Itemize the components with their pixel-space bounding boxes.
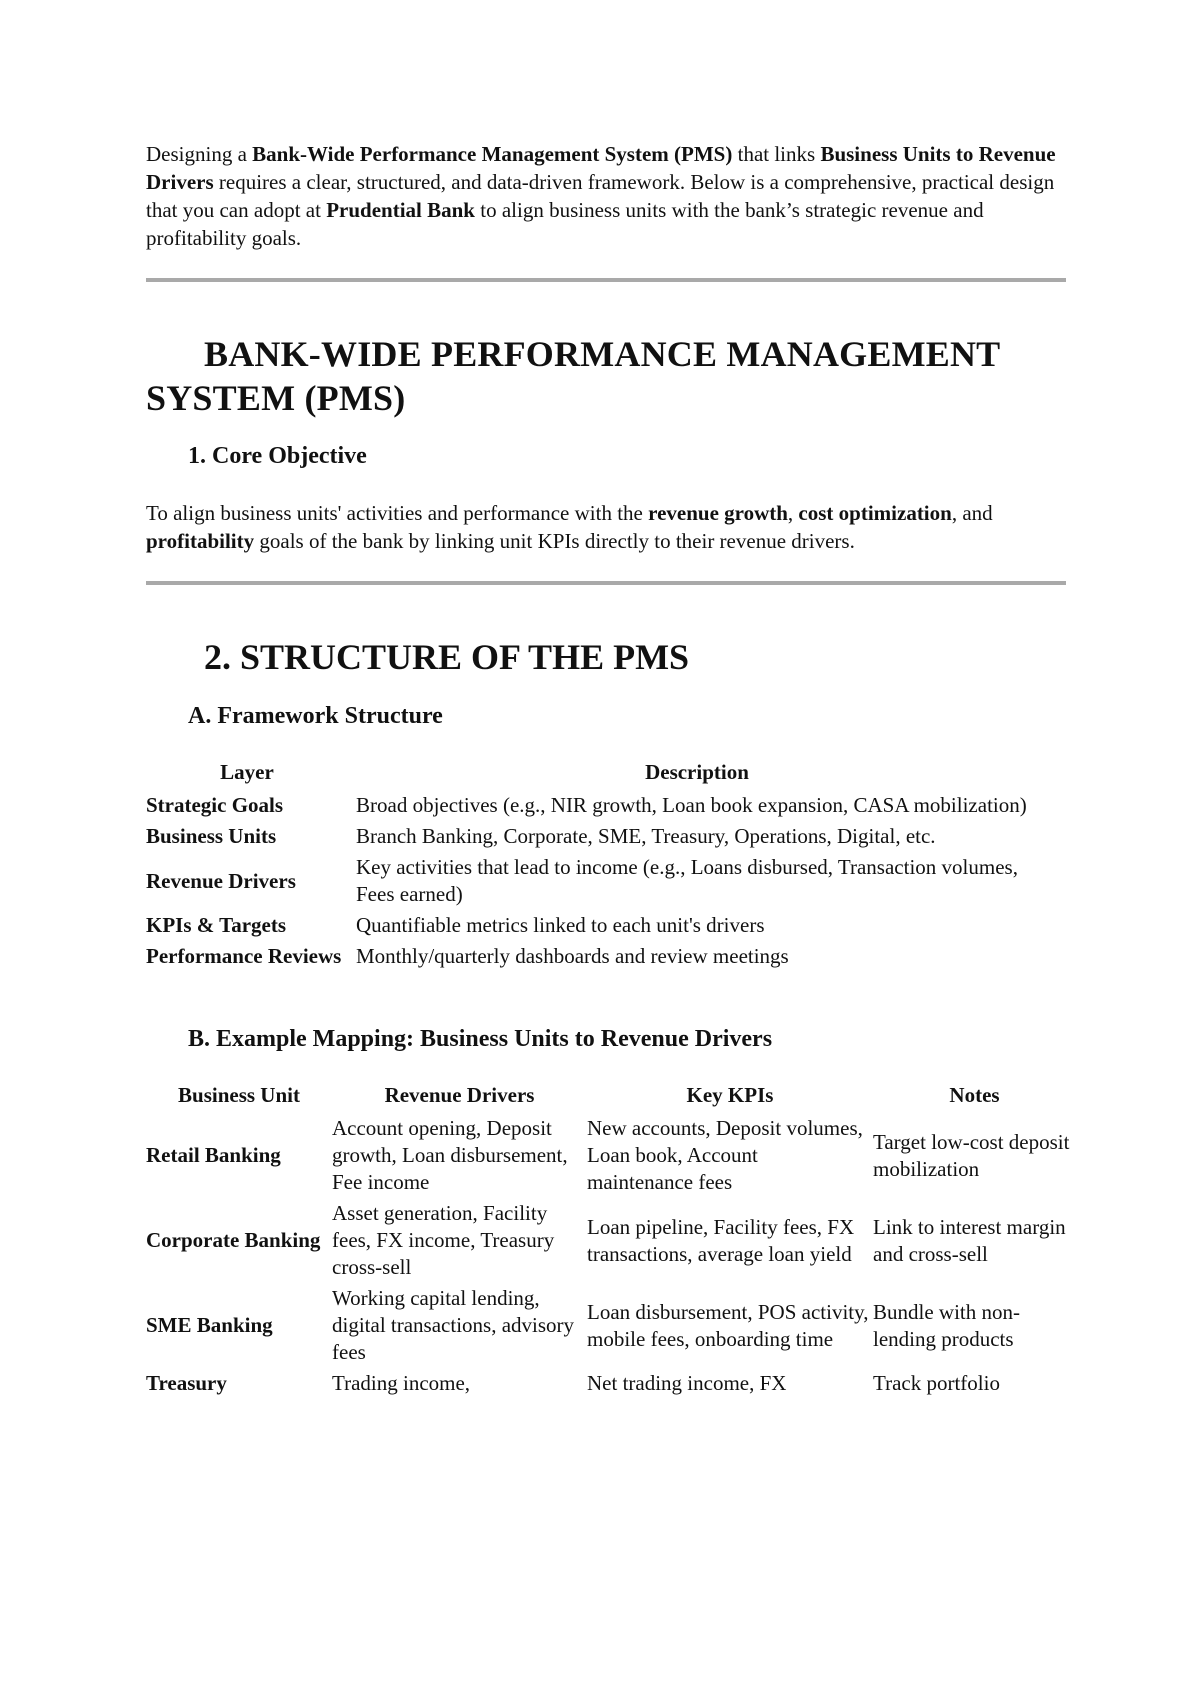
table-row <box>146 1198 1076 1283</box>
business-unit-cell: Treasury <box>146 1371 227 1395</box>
intro-bold-bank: Prudential Bank <box>326 198 475 222</box>
section-1-heading: 1. Core Objective <box>188 443 367 469</box>
subsection-a-heading: A. Framework Structure <box>188 703 443 729</box>
section-2-heading: 2. STRUCTURE OF THE PMS <box>204 637 690 677</box>
key-kpis-cell: Net trading income, FX <box>587 1371 787 1395</box>
framework-table <box>146 759 1046 972</box>
document-title: BANK-WIDE PERFORMANCE MANAGEMENT SYSTEM (PMS) <box>146 334 1000 418</box>
notes-cell: Track portfolio <box>873 1371 1000 1395</box>
column-header: Description <box>645 760 749 784</box>
intro-bold-units: Business Units to Revenue Drivers <box>146 142 1056 194</box>
layer-cell: Business Units <box>146 824 277 848</box>
notes-cell: Link to interest margin and cross-sell <box>873 1214 1066 1266</box>
objective-text: , <box>787 501 799 525</box>
column-header: Revenue Drivers <box>384 1083 535 1107</box>
column-header: Business Unit <box>178 1083 300 1107</box>
intro-text: to align business units with the bank’s strategic revenue and profitability goals. <box>146 198 984 250</box>
layer-cell: Performance Reviews <box>146 944 342 968</box>
layer-cell: KPIs & Targets <box>146 913 287 937</box>
key-kpis-cell: New accounts, Deposit volumes, Loan book, Account maintenance fees <box>587 1116 863 1194</box>
layer-cell: Revenue Drivers <box>146 868 296 893</box>
description-cell: Key activities that lead to income (e.g., Loans disbursed, Transaction volumes, Fees earned) <box>356 855 1018 906</box>
mapping-table <box>146 1082 1076 1399</box>
intro-text: that links <box>732 142 821 166</box>
description-cell: Quantifiable metrics linked to each unit's drivers <box>356 913 765 937</box>
framework-header-row <box>146 759 1046 790</box>
objective-text: goals of the bank by linking unit KPIs directly to their revenue drivers. <box>254 529 855 553</box>
core-objective-paragraph <box>146 499 1066 555</box>
revenue-drivers-cell: Working capital lending, digital transactions, advisory fees <box>332 1286 575 1364</box>
column-header: Layer <box>220 760 274 784</box>
revenue-drivers-cell: Asset generation, Facility fees, FX income, Treasury cross-sell <box>332 1201 555 1279</box>
subsection-b-heading: B. Example Mapping: Business Units to Revenue Drivers <box>188 1026 773 1052</box>
mapping-header-row <box>146 1082 1076 1113</box>
objective-bold-cost: cost optimization <box>798 501 952 525</box>
objective-bold-revenue: revenue growth <box>648 501 788 525</box>
description-cell: Monthly/quarterly dashboards and review meetings <box>356 944 789 968</box>
column-header: Notes <box>949 1083 1000 1107</box>
table-row <box>146 941 1046 972</box>
revenue-drivers-cell: Trading income, <box>332 1371 471 1395</box>
business-unit-cell: Corporate Banking <box>146 1228 321 1252</box>
objective-text: , and <box>951 501 993 525</box>
objective-text: To align business units' activities and performance with the <box>146 501 649 525</box>
table-row <box>146 821 1046 852</box>
document-page <box>146 140 1070 1399</box>
notes-cell: Bundle with non-lending products <box>873 1299 1020 1351</box>
key-kpis-cell: Loan disbursement, POS activity, mobile fees, onboarding time <box>587 1299 869 1351</box>
notes-cell: Target low-cost deposit mobilization <box>873 1129 1070 1181</box>
description-cell: Broad objectives (e.g., NIR growth, Loan book expansion, CASA mobilization) <box>356 793 1027 817</box>
intro-text: Designing a <box>146 142 253 166</box>
objective-bold-profitability: profitability <box>146 529 255 553</box>
key-kpis-cell: Loan pipeline, Facility fees, FX transactions, average loan yield <box>587 1214 855 1266</box>
table-row <box>146 1283 1076 1368</box>
layer-cell: Strategic Goals <box>146 793 284 817</box>
business-unit-cell: Retail Banking <box>146 1143 281 1167</box>
revenue-drivers-cell: Account opening, Deposit growth, Loan disbursement, Fee income <box>332 1116 568 1194</box>
business-unit-cell: SME Banking <box>146 1313 273 1337</box>
column-header: Key KPIs <box>686 1083 774 1107</box>
table-row <box>146 852 1046 910</box>
intro-text: requires a clear, structured, and data-driven framework. Below is a comprehensive, practical design that you can adopt at <box>146 170 1055 222</box>
intro-bold-pms: Bank-Wide Performance Management System (PMS) <box>252 142 733 166</box>
table-row <box>146 1368 1076 1399</box>
table-row <box>146 1113 1076 1198</box>
table-row <box>146 790 1046 821</box>
table-row <box>146 910 1046 941</box>
intro-paragraph <box>146 140 1066 252</box>
description-cell: Branch Banking, Corporate, SME, Treasury, Operations, Digital, etc. <box>356 824 936 848</box>
